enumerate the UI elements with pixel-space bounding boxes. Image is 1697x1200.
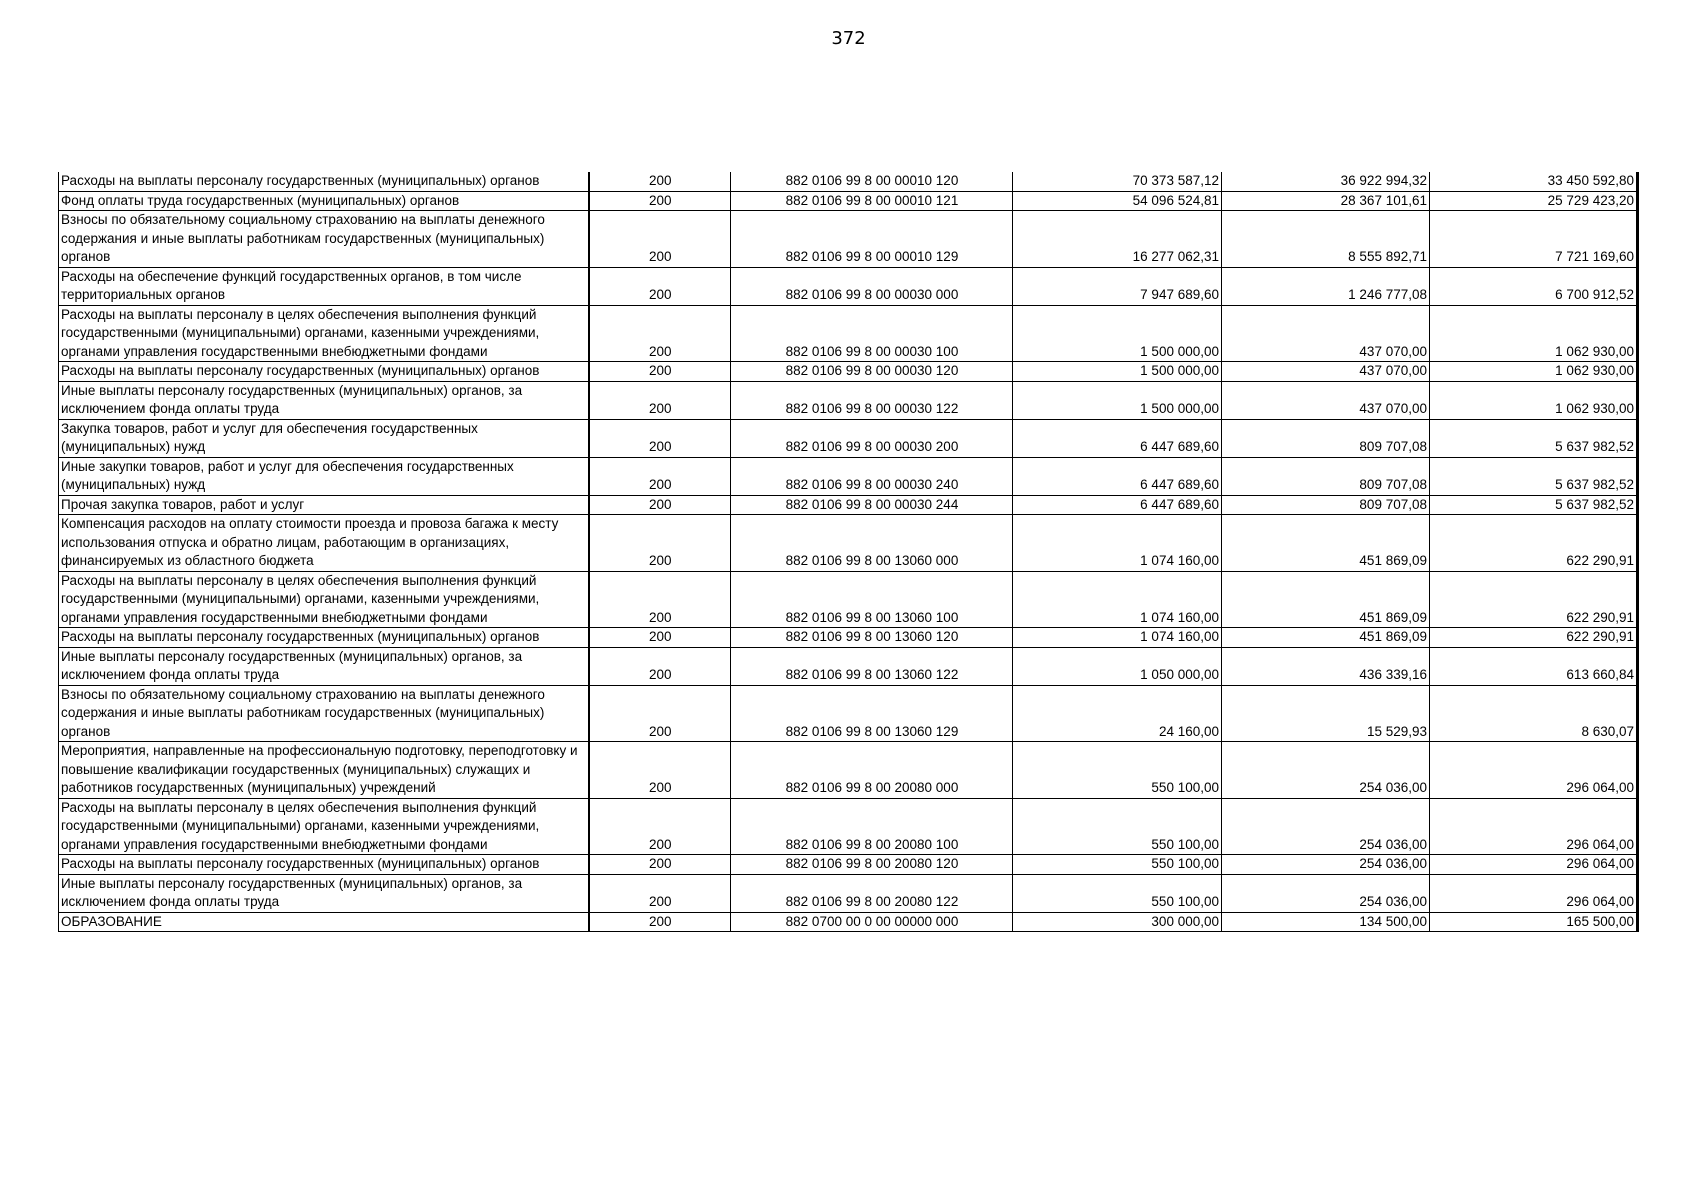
row-line-code: 200 bbox=[589, 362, 731, 382]
row-budget-code: 882 0106 99 8 00 13060 129 bbox=[731, 685, 1013, 742]
row-approved: 70 373 587,12 bbox=[1013, 172, 1222, 191]
row-budget-code: 882 0106 99 8 00 00010 120 bbox=[731, 172, 1013, 191]
row-name-text: Иные выплаты персоналу государственных (муниципальных) органов, за исключением фонда оплаты труда bbox=[61, 648, 523, 682]
row-name-text: Расходы на выплаты персоналу государственных (муниципальных) органов bbox=[61, 363, 540, 378]
row-name-text: Расходы на выплаты персоналу государственных (муниципальных) органов bbox=[61, 856, 540, 871]
row-unexecuted: 622 290,91 bbox=[1430, 515, 1638, 572]
row-line-code: 200 bbox=[589, 685, 731, 742]
table-row bbox=[59, 211, 1638, 268]
row-line-code: 200 bbox=[589, 381, 731, 419]
row-unexecuted: 613 660,84 bbox=[1430, 647, 1638, 685]
row-name-text: Взносы по обязательному социальному страхованию на выплаты денежного содержания и иные выплаты работникам государственных (муниципальных) органов bbox=[61, 212, 545, 264]
row-line-code: 200 bbox=[589, 571, 731, 628]
row-executed: 254 036,00 bbox=[1222, 798, 1430, 855]
row-line-code: 200 bbox=[589, 515, 731, 572]
row-approved: 1 074 160,00 bbox=[1013, 628, 1222, 648]
row-approved: 6 447 689,60 bbox=[1013, 419, 1222, 457]
row-executed: 809 707,08 bbox=[1222, 457, 1430, 495]
row-approved: 6 447 689,60 bbox=[1013, 495, 1222, 515]
row-executed: 254 036,00 bbox=[1222, 855, 1430, 875]
row-unexecuted: 622 290,91 bbox=[1430, 571, 1638, 628]
table-row bbox=[59, 571, 1638, 628]
table-row bbox=[59, 191, 1638, 211]
row-executed: 437 070,00 bbox=[1222, 305, 1430, 362]
row-budget-code: 882 0106 99 8 00 13060 100 bbox=[731, 571, 1013, 628]
row-budget-code: 882 0106 99 8 00 00030 240 bbox=[731, 457, 1013, 495]
row-budget-code: 882 0106 99 8 00 13060 122 bbox=[731, 647, 1013, 685]
row-budget-code: 882 0106 99 8 00 00030 100 bbox=[731, 305, 1013, 362]
row-executed: 451 869,09 bbox=[1222, 628, 1430, 648]
row-approved: 7 947 689,60 bbox=[1013, 267, 1222, 305]
row-approved: 550 100,00 bbox=[1013, 855, 1222, 875]
row-executed: 36 922 994,32 bbox=[1222, 172, 1430, 191]
row-approved: 1 500 000,00 bbox=[1013, 305, 1222, 362]
row-approved: 1 074 160,00 bbox=[1013, 515, 1222, 572]
row-unexecuted: 296 064,00 bbox=[1430, 742, 1638, 799]
row-approved: 54 096 524,81 bbox=[1013, 191, 1222, 211]
row-line-code: 200 bbox=[589, 628, 731, 648]
row-approved: 1 500 000,00 bbox=[1013, 381, 1222, 419]
row-line-code: 200 bbox=[589, 457, 731, 495]
budget-table bbox=[58, 172, 1639, 932]
row-executed: 134 500,00 bbox=[1222, 912, 1430, 932]
row-name-text: Расходы на выплаты персоналу в целях обеспечения выполнения функций государственными (муниципальными) органами, казенными учреждениями, органами управления государственными внебюджетными фондами bbox=[61, 572, 540, 625]
table-row bbox=[59, 685, 1638, 742]
row-line-code: 200 bbox=[589, 798, 731, 855]
row-name-text: Мероприятия, направленные на профессиональную подготовку, переподготовку и повышение квалификации государственных (муниципальных) служащих и работников государственных (муниципальных) учреждений bbox=[61, 743, 578, 795]
table-row bbox=[59, 742, 1638, 799]
table-row bbox=[59, 362, 1638, 382]
table-row bbox=[59, 267, 1638, 305]
row-unexecuted: 1 062 930,00 bbox=[1430, 305, 1638, 362]
row-name bbox=[59, 362, 589, 382]
table-row bbox=[59, 647, 1638, 685]
row-unexecuted: 622 290,91 bbox=[1430, 628, 1638, 648]
table-row bbox=[59, 855, 1638, 875]
row-budget-code: 882 0106 99 8 00 20080 100 bbox=[731, 798, 1013, 855]
row-name-text: Расходы на выплаты персоналу государственных (муниципальных) органов bbox=[61, 173, 540, 188]
row-name-text: Взносы по обязательному социальному страхованию на выплаты денежного содержания и иные выплаты работникам государственных (муниципальных) органов bbox=[61, 686, 545, 739]
row-budget-code: 882 0106 99 8 00 00010 129 bbox=[731, 211, 1013, 268]
row-budget-code: 882 0106 99 8 00 00030 120 bbox=[731, 362, 1013, 382]
table-row bbox=[59, 628, 1638, 648]
row-unexecuted: 25 729 423,20 bbox=[1430, 191, 1638, 211]
row-approved: 1 500 000,00 bbox=[1013, 362, 1222, 382]
row-executed: 436 339,16 bbox=[1222, 647, 1430, 685]
row-name-text: Компенсация расходов на оплату стоимости проезда и провоза багажа к месту использования отпуска и обратно лицам, работающим в организациях, финансируемых из областного бюджета bbox=[61, 516, 559, 568]
row-budget-code: 882 0700 00 0 00 00000 000 bbox=[731, 912, 1013, 932]
row-line-code: 200 bbox=[589, 495, 731, 515]
row-unexecuted: 296 064,00 bbox=[1430, 855, 1638, 875]
row-name bbox=[59, 742, 589, 799]
row-unexecuted: 296 064,00 bbox=[1430, 798, 1638, 855]
row-line-code: 200 bbox=[589, 172, 731, 191]
row-approved: 550 100,00 bbox=[1013, 874, 1222, 912]
row-name-text: Иные выплаты персоналу государственных (муниципальных) органов, за исключением фонда оплаты труда bbox=[61, 875, 523, 909]
row-executed: 809 707,08 bbox=[1222, 419, 1430, 457]
row-approved: 16 277 062,31 bbox=[1013, 211, 1222, 268]
row-name bbox=[59, 628, 589, 648]
row-name bbox=[59, 191, 589, 211]
row-line-code: 200 bbox=[589, 742, 731, 799]
row-executed: 254 036,00 bbox=[1222, 742, 1430, 799]
row-budget-code: 882 0106 99 8 00 00030 000 bbox=[731, 267, 1013, 305]
row-line-code: 200 bbox=[589, 305, 731, 362]
row-name bbox=[59, 267, 589, 305]
row-name-text: Фонд оплаты труда государственных (муниципальных) органов bbox=[61, 192, 460, 208]
row-unexecuted: 5 637 982,52 bbox=[1430, 419, 1638, 457]
row-line-code: 200 bbox=[589, 267, 731, 305]
row-name bbox=[59, 495, 589, 515]
table-row bbox=[59, 874, 1638, 912]
row-name-text: Расходы на выплаты персоналу государственных (муниципальных) органов bbox=[61, 629, 540, 644]
row-name bbox=[59, 305, 589, 362]
table-row bbox=[59, 381, 1638, 419]
row-name bbox=[59, 798, 589, 855]
row-unexecuted: 296 064,00 bbox=[1430, 874, 1638, 912]
row-name bbox=[59, 172, 589, 191]
row-name bbox=[59, 647, 589, 685]
row-approved: 300 000,00 bbox=[1013, 912, 1222, 932]
row-name bbox=[59, 515, 589, 572]
row-executed: 28 367 101,61 bbox=[1222, 191, 1430, 211]
table-row bbox=[59, 457, 1638, 495]
row-approved: 550 100,00 bbox=[1013, 798, 1222, 855]
row-name-text: ОБРАЗОВАНИЕ bbox=[61, 913, 162, 929]
row-line-code: 200 bbox=[589, 647, 731, 685]
row-name bbox=[59, 457, 589, 495]
row-name bbox=[59, 912, 589, 932]
row-unexecuted: 7 721 169,60 bbox=[1430, 211, 1638, 268]
row-unexecuted: 5 637 982,52 bbox=[1430, 457, 1638, 495]
row-budget-code: 882 0106 99 8 00 20080 122 bbox=[731, 874, 1013, 912]
row-unexecuted: 1 062 930,00 bbox=[1430, 381, 1638, 419]
row-name bbox=[59, 874, 589, 912]
row-budget-code: 882 0106 99 8 00 20080 000 bbox=[731, 742, 1013, 799]
row-name bbox=[59, 685, 589, 742]
row-unexecuted: 6 700 912,52 bbox=[1430, 267, 1638, 305]
table-row bbox=[59, 912, 1638, 932]
row-line-code: 200 bbox=[589, 211, 731, 268]
row-budget-code: 882 0106 99 8 00 00010 121 bbox=[731, 191, 1013, 211]
table-row bbox=[59, 305, 1638, 362]
row-approved: 6 447 689,60 bbox=[1013, 457, 1222, 495]
row-name-text: Прочая закупка товаров, работ и услуг bbox=[61, 496, 305, 512]
row-executed: 451 869,09 bbox=[1222, 515, 1430, 572]
table-row bbox=[59, 798, 1638, 855]
row-executed: 809 707,08 bbox=[1222, 495, 1430, 515]
table-row bbox=[59, 419, 1638, 457]
row-unexecuted: 8 630,07 bbox=[1430, 685, 1638, 742]
row-budget-code: 882 0106 99 8 00 13060 000 bbox=[731, 515, 1013, 572]
budget-table-body bbox=[59, 172, 1638, 932]
row-unexecuted: 1 062 930,00 bbox=[1430, 362, 1638, 382]
row-name-text: Расходы на выплаты персоналу в целях обеспечения выполнения функций государственными (муниципальными) органами, казенными учреждениями, органами управления государственными внебюджетными фондами bbox=[61, 306, 540, 359]
row-executed: 254 036,00 bbox=[1222, 874, 1430, 912]
row-name-text: Закупка товаров, работ и услуг для обеспечения государственных (муниципальных) нужд bbox=[61, 420, 478, 454]
row-executed: 451 869,09 bbox=[1222, 571, 1430, 628]
row-line-code: 200 bbox=[589, 912, 731, 932]
row-executed: 8 555 892,71 bbox=[1222, 211, 1430, 268]
row-name-text: Иные закупки товаров, работ и услуг для обеспечения государственных (муниципальных) нужд bbox=[61, 458, 514, 492]
row-executed: 1 246 777,08 bbox=[1222, 267, 1430, 305]
row-approved: 24 160,00 bbox=[1013, 685, 1222, 742]
row-unexecuted: 33 450 592,80 bbox=[1430, 172, 1638, 191]
row-unexecuted: 165 500,00 bbox=[1430, 912, 1638, 932]
row-name bbox=[59, 381, 589, 419]
row-line-code: 200 bbox=[589, 855, 731, 875]
page-number: 372 bbox=[831, 28, 866, 49]
row-name-text: Расходы на выплаты персоналу в целях обеспечения выполнения функций государственными (муниципальными) органами, казенными учреждениями, органами управления государственными внебюджетными фондами bbox=[61, 799, 540, 852]
row-name bbox=[59, 855, 589, 875]
table-row bbox=[59, 515, 1638, 572]
row-name-text: Расходы на обеспечение функций государственных органов, в том числе территориальных органов bbox=[61, 268, 522, 302]
row-line-code: 200 bbox=[589, 419, 731, 457]
row-name-text: Иные выплаты персоналу государственных (муниципальных) органов, за исключением фонда оплаты труда bbox=[61, 382, 523, 416]
row-budget-code: 882 0106 99 8 00 20080 120 bbox=[731, 855, 1013, 875]
table-row bbox=[59, 495, 1638, 515]
row-executed: 15 529,93 bbox=[1222, 685, 1430, 742]
row-budget-code: 882 0106 99 8 00 00030 200 bbox=[731, 419, 1013, 457]
row-unexecuted: 5 637 982,52 bbox=[1430, 495, 1638, 515]
row-executed: 437 070,00 bbox=[1222, 381, 1430, 419]
row-name bbox=[59, 419, 589, 457]
row-approved: 1 074 160,00 bbox=[1013, 571, 1222, 628]
row-executed: 437 070,00 bbox=[1222, 362, 1430, 382]
row-line-code: 200 bbox=[589, 874, 731, 912]
row-approved: 550 100,00 bbox=[1013, 742, 1222, 799]
row-budget-code: 882 0106 99 8 00 13060 120 bbox=[731, 628, 1013, 648]
row-name bbox=[59, 571, 589, 628]
table-row bbox=[59, 172, 1638, 191]
row-approved: 1 050 000,00 bbox=[1013, 647, 1222, 685]
row-budget-code: 882 0106 99 8 00 00030 244 bbox=[731, 495, 1013, 515]
row-line-code: 200 bbox=[589, 191, 731, 211]
row-budget-code: 882 0106 99 8 00 00030 122 bbox=[731, 381, 1013, 419]
row-name bbox=[59, 211, 589, 268]
